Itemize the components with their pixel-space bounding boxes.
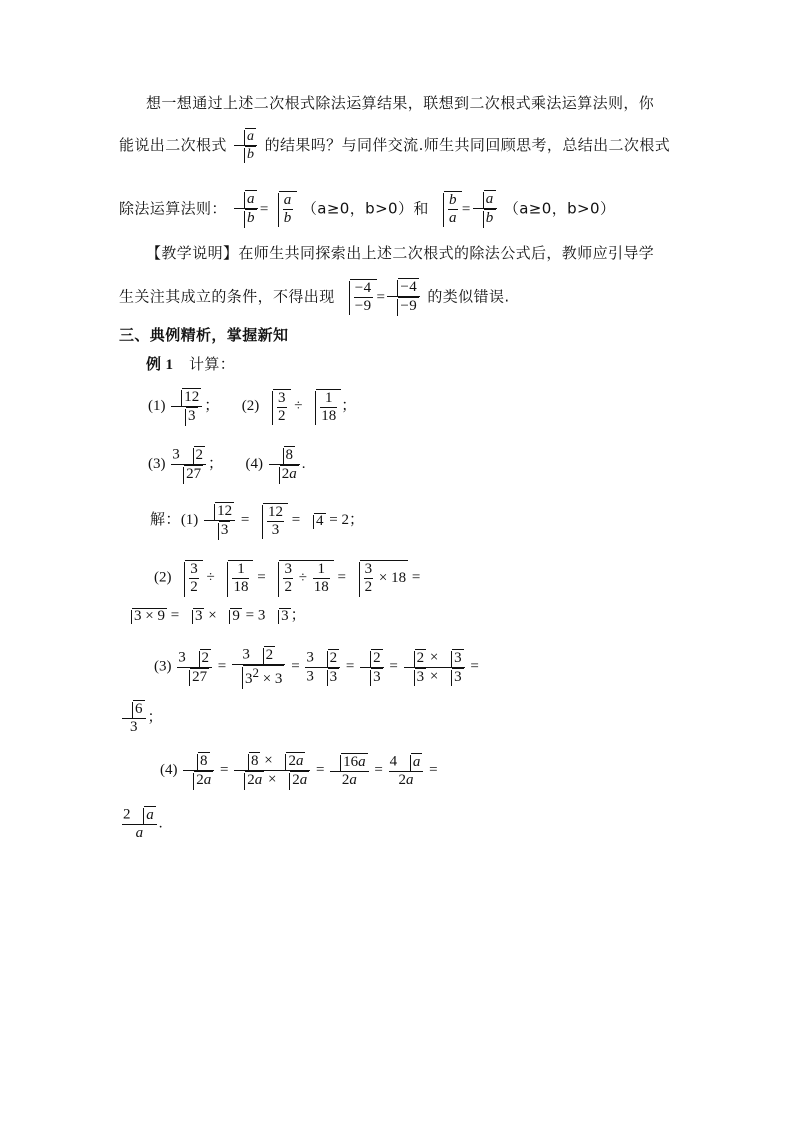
problem-2-label: (2)	[241, 398, 260, 415]
para1-line2-pre: 能说出二次根式	[119, 136, 227, 155]
wrong-example-right: $\frac{-4}{-9}$	[387, 278, 420, 316]
problem-2-expr-b: $\frac{1}{18}$	[306, 389, 341, 426]
example-1	[146, 357, 235, 373]
para2-line2-pre: 生关注其成立的条件，不得出现	[119, 287, 335, 306]
para2-line2: 生关注其成立的条件，不得出现 $\frac{-4}{-9}$ = $\frac{-4}{-9}$ 的类似错误.	[119, 279, 510, 315]
solution-3-cont: $\frac{6}{3}$ ；	[120, 700, 163, 737]
problem-4-expr: $\frac{8}{2a}$	[269, 446, 300, 484]
solution-1-result: = 2；	[329, 512, 364, 529]
problem-1-expr: $\frac{12}{3}$	[171, 388, 202, 426]
para1-line3-pre: 除法运算法则：	[119, 199, 227, 218]
problem-3-expr: $\frac{3 2}{27}$	[171, 446, 206, 484]
para1-condition-2: （a≥0，b>0）	[503, 199, 616, 218]
solution-3-label: (3)	[154, 658, 172, 675]
solution-4-cont: $\frac{2 a}{a}$ .	[123, 806, 163, 842]
fraction-sqrt-a-over-sqrt-b: $\frac{a}{b}$	[234, 128, 257, 163]
formula-sqrt-frac1: $\frac{a}{b}$	[269, 191, 297, 228]
para2-line1	[146, 246, 654, 261]
problem-row-2: (3) $\frac{3 2}{27}$ ； (4) $\frac{8}{2a}$ .	[148, 446, 306, 483]
solution-3: (3) $\frac{3 2}{27}$ = $\frac{3 2}{3^2 \times 3}$ = $\frac{3 2}{3 3}$ = $\frac{2}{3}$ = $\frac{2 \times 3}{3 \times 3}$ =	[154, 646, 479, 688]
para1-line3: 除法运算法则： $\frac{a}{b}$ = $\frac{a}{b}$ （a≥0，b>0）和 $\frac{b}{a}$ = $\frac{a}{b}$ （a≥0，b>0）	[119, 191, 616, 227]
solution-3-end: ；	[147, 709, 163, 726]
para1-condition-1: （a≥0，b>0）和	[301, 199, 429, 218]
wrong-example-left: $\frac{-4}{-9}$	[340, 279, 377, 316]
example-label: 例 1	[146, 357, 174, 373]
problem-row-1: (1) $\frac{12}{3}$ ； (2) $\frac{3}{2}$ ÷ $\frac{1}{18}$ ；	[148, 389, 357, 425]
formula-frac1: $\frac{a}{b}$	[234, 190, 258, 228]
formula-frac2: $\frac{a}{b}$	[473, 190, 497, 228]
solution-2-tail: = 3	[245, 607, 266, 624]
problem-1-label: (1)	[148, 398, 166, 415]
section-heading-text: 三、典例精析，掌握新知	[119, 326, 289, 344]
solution-1-label: (1)	[180, 512, 199, 529]
para1-line1-text: 想一想通过上述二次根式除法运算结果，联想到二次根式乘法运算法则，你	[146, 94, 655, 112]
problem-2-expr-a: $\frac{3}{2}$	[263, 389, 291, 426]
para2-line1-text: 【教学说明】在师生共同探索出上述二次根式的除法公式后，教师应引导学	[146, 244, 655, 262]
problem-4-label: (4)	[245, 456, 264, 473]
solution-2-label: (2)	[154, 569, 172, 586]
solution-label: 解：	[150, 510, 181, 529]
solution-4-label: (4)	[160, 762, 178, 779]
formula-sqrt-frac2: $\frac{b}{a}$	[434, 191, 462, 228]
para1-line2	[119, 128, 670, 163]
para1-line2-post: 的结果吗？与同伴交流.师生共同回顾思考，总结出二次根式	[264, 136, 671, 155]
problem-3-label: (3)	[148, 456, 166, 473]
para1-line1	[146, 96, 654, 111]
solution-1: 解：(1) $\frac{12}{3}$ = $\frac{12}{3}$ = 4 = 2；	[150, 503, 364, 539]
para2-line2-post: 的类似错误.	[427, 287, 510, 306]
section-heading	[119, 328, 288, 343]
example-text: 计算：	[188, 355, 236, 373]
solution-4: (4) $\frac{8}{2a}$ = $\frac{8 \times 2a}{2a \times 2a}$ = $\frac{16a}{2a}$ = $\frac{4 a}{2a}$ =	[160, 752, 438, 789]
solution-2-cont: 3 × 9 = 3 × 9 = 3 3 ；	[122, 608, 306, 624]
solution-2: (2) $\frac{3}{2}$ ÷ $\frac{1}{18}$ = $\frac{3}{2}$ ÷ $\frac{1}{18}$ = $\frac{3}{2}$ × 18 =	[154, 561, 421, 596]
